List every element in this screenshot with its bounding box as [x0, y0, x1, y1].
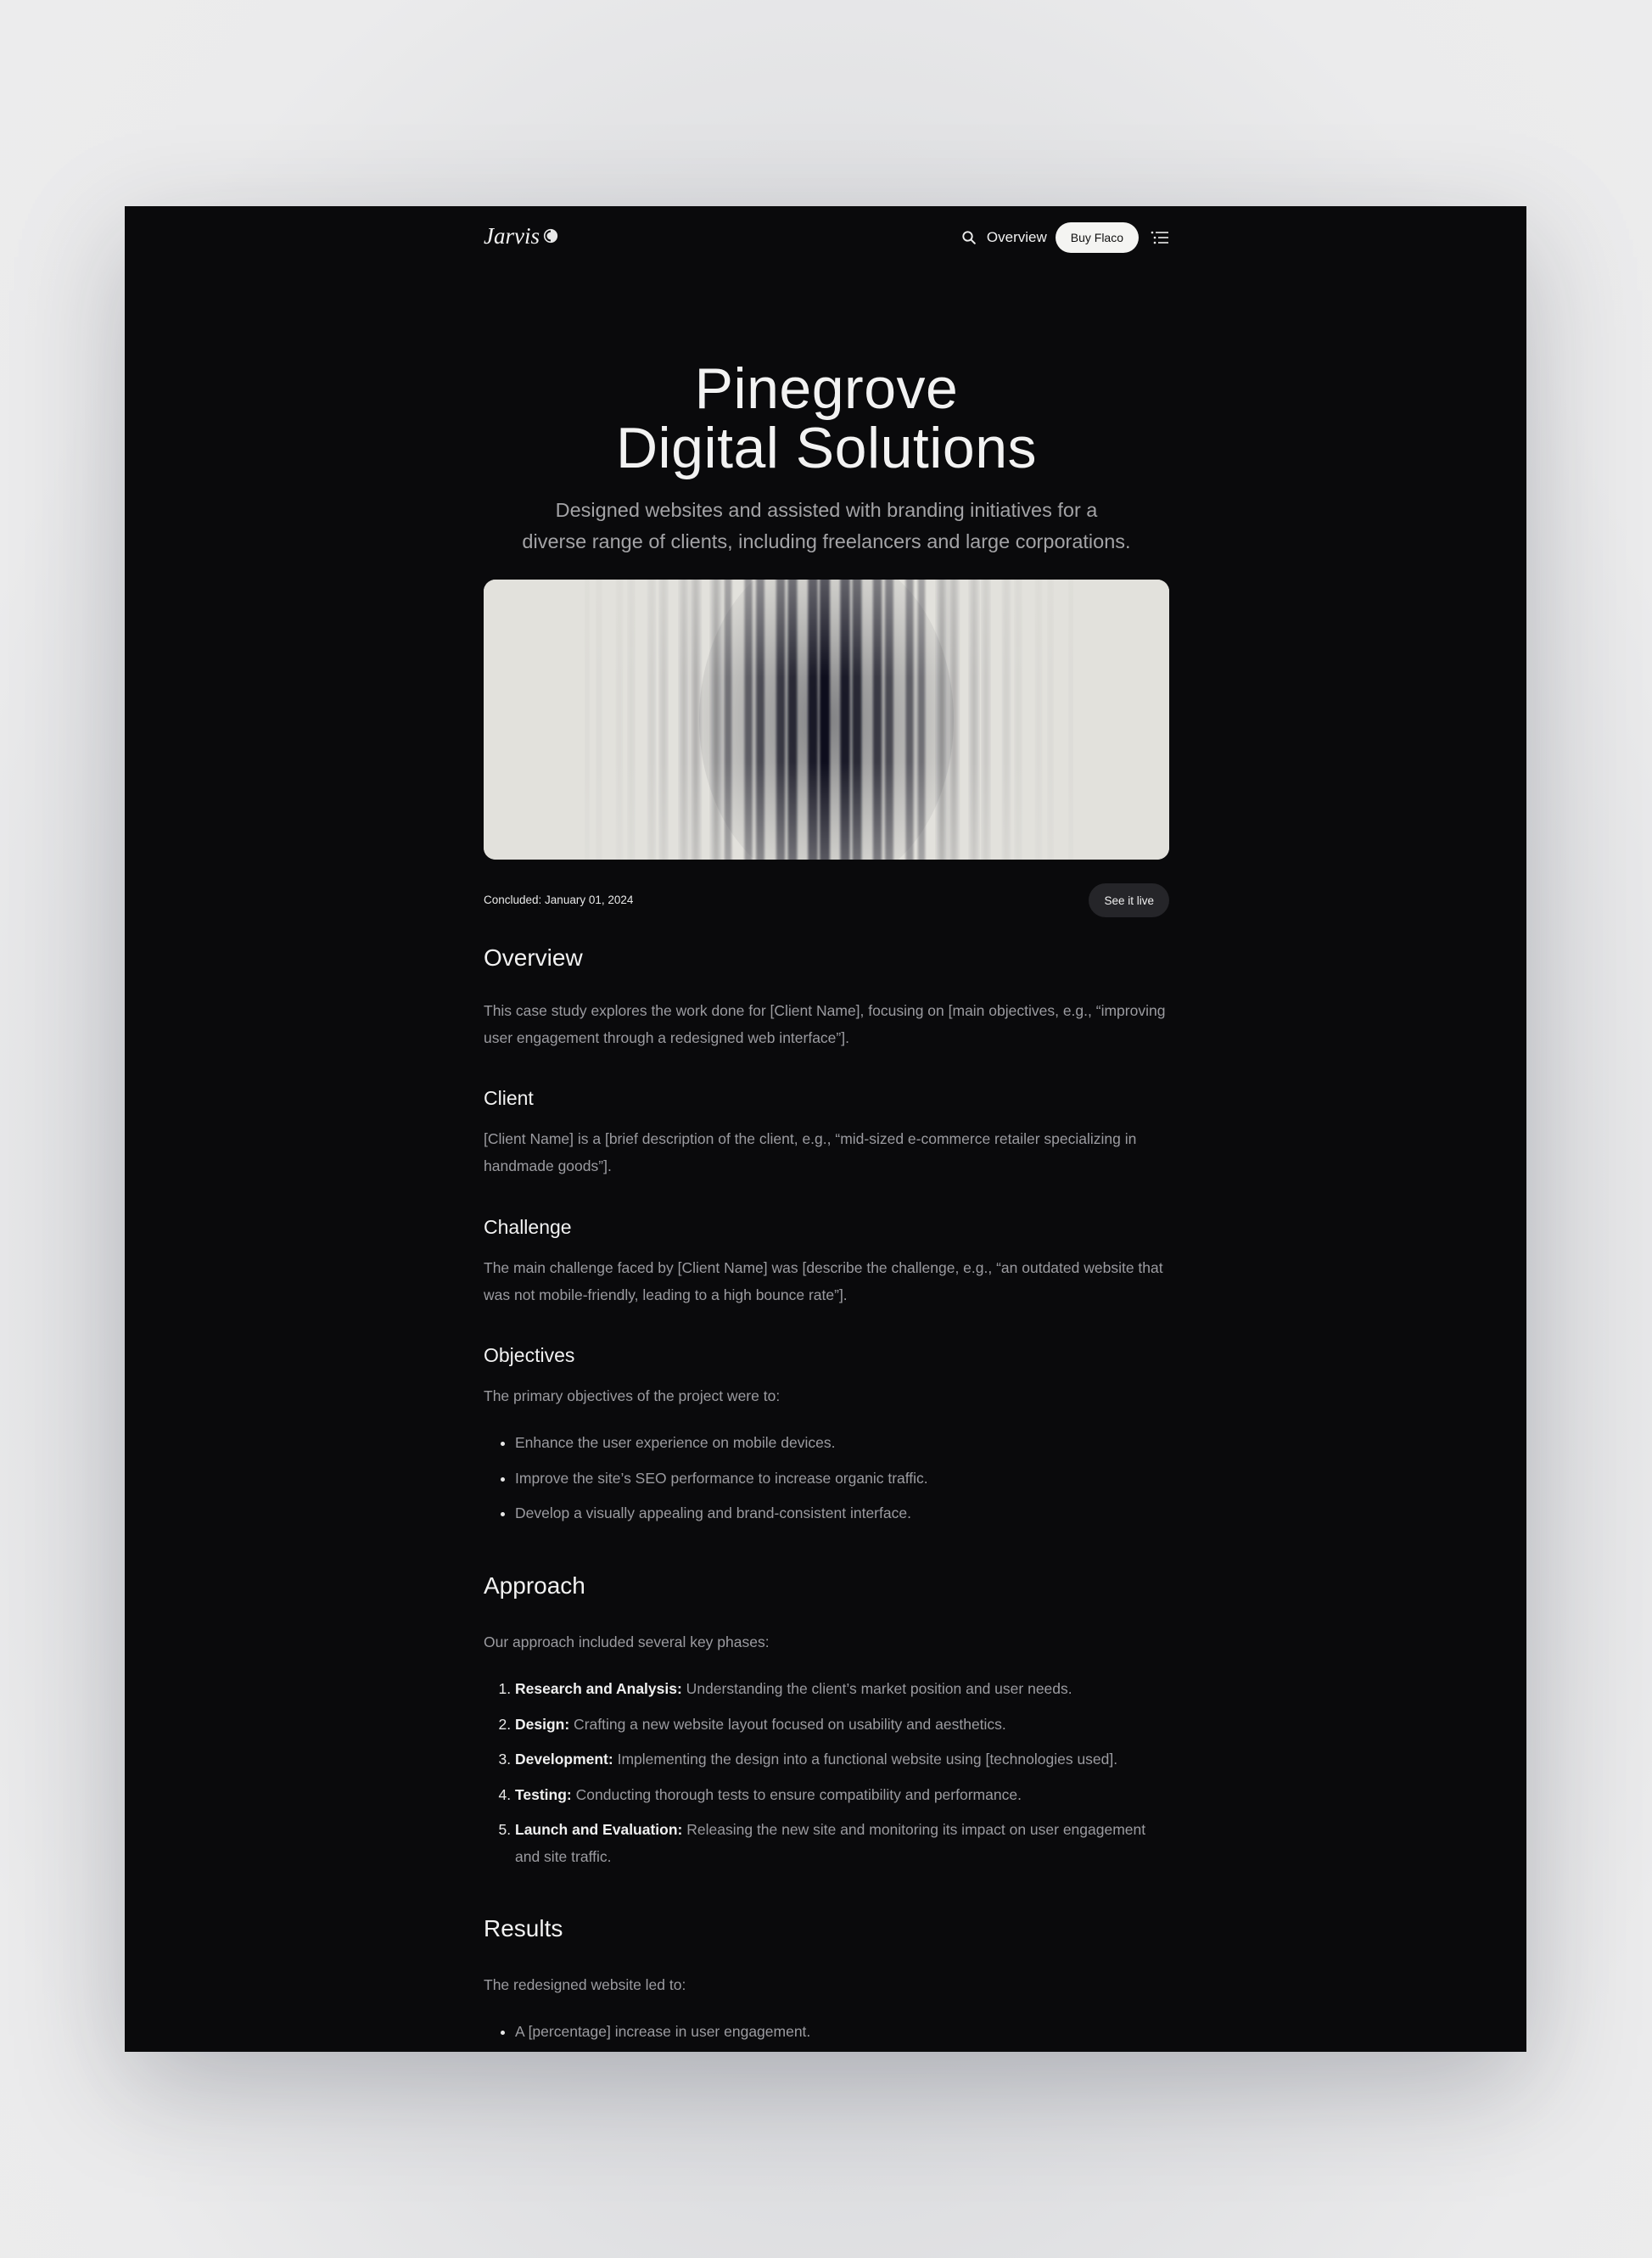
- list-item: [515, 1816, 1169, 1870]
- main-nav: [961, 221, 1169, 254]
- results-heading: Results: [484, 1915, 563, 1941]
- logo[interactable]: Jarvis: [484, 223, 540, 249]
- results-intro: The redesigned website led to:: [484, 1976, 686, 1993]
- subtitle-line-2: diverse range of clients, including freelancers and large corporations.: [522, 530, 1131, 552]
- list-item: • Improve the site’s SEO performance to increase organic traffic.: [515, 1465, 1169, 1492]
- objectives-heading: Objectives: [484, 1344, 575, 1366]
- list-item: • Enhance the user experience on mobile devices.: [515, 1429, 1169, 1456]
- list-item: [515, 1781, 1169, 1808]
- step-text: Understanding the client’s market position and user needs.: [681, 1680, 1072, 1697]
- search-icon[interactable]: [961, 230, 977, 245]
- step-text: Implementing the design into a functional website using [technologies used].: [613, 1751, 1118, 1768]
- approach-heading: Approach: [484, 1572, 585, 1599]
- subtitle-line-1: Designed websites and assisted with branding initiatives for a: [555, 499, 1098, 521]
- objectives-list: [484, 1429, 1169, 1535]
- step-text: Crafting a new website layout focused on usability and aesthetics.: [569, 1715, 1006, 1733]
- approach-steps: [484, 1675, 1169, 1879]
- approach-intro: Our approach included several key phases:: [484, 1633, 770, 1650]
- step-label: Launch and Evaluation:: [515, 1821, 683, 1838]
- title-line-1: Pinegrove: [694, 356, 959, 421]
- hero-image: [484, 580, 1169, 860]
- site-header: [484, 221, 1169, 255]
- challenge-heading: Challenge: [484, 1216, 572, 1238]
- see-live-button[interactable]: See it live: [1089, 883, 1169, 917]
- step-text: Conducting thorough tests to ensure compatibility and performance.: [571, 1785, 1022, 1803]
- buy-button[interactable]: Buy Flaco: [1056, 222, 1139, 253]
- page-frame: [125, 206, 1526, 2052]
- title-line-2: Digital Solutions: [615, 416, 1038, 480]
- step-text: Releasing the new site and monitoring its impact on user engagement and site traffic.: [515, 1821, 1146, 1865]
- client-text: [Client Name] is a [brief description of the client, e.g., “mid-sized e-commerce retailer specializing in handmade goods”].: [484, 1130, 1137, 1174]
- results-list: [484, 2018, 1169, 2052]
- page-title: [484, 356, 1169, 480]
- overview-text: This case study explores the work done for [Client Name], focusing on [main objectives, e.g., “improving user engagement through a redesigned web interface”].: [484, 1002, 1166, 1046]
- list-item: [515, 1745, 1169, 1773]
- objectives-intro: The primary objectives of the project were to:: [484, 1387, 781, 1404]
- step-label: Research and Analysis:: [515, 1680, 682, 1697]
- step-label: Testing:: [515, 1785, 572, 1803]
- challenge-text: The main challenge faced by [Client Name] was [describe the challenge, e.g., “an outdated website that was not mobile-friendly, leading to a high bounce rate”].: [484, 1259, 1163, 1303]
- step-label: Development:: [515, 1751, 613, 1768]
- menu-icon[interactable]: [1151, 229, 1169, 246]
- page-subtitle: [484, 495, 1169, 557]
- concluded-date: Concluded: January 01, 2024: [484, 894, 634, 906]
- list-item: • Develop a visually appealing and brand-consistent interface.: [515, 1499, 1169, 1527]
- list-item: [515, 1675, 1169, 1702]
- client-heading: Client: [484, 1087, 534, 1109]
- nav-overview-link[interactable]: Overview: [986, 229, 1047, 245]
- list-item: [515, 1711, 1169, 1738]
- list-item: • A [percentage] increase in user engagement.: [515, 2018, 1169, 2045]
- overview-heading: Overview: [484, 944, 583, 971]
- step-label: Design:: [515, 1715, 570, 1733]
- contrast-icon[interactable]: [543, 228, 558, 244]
